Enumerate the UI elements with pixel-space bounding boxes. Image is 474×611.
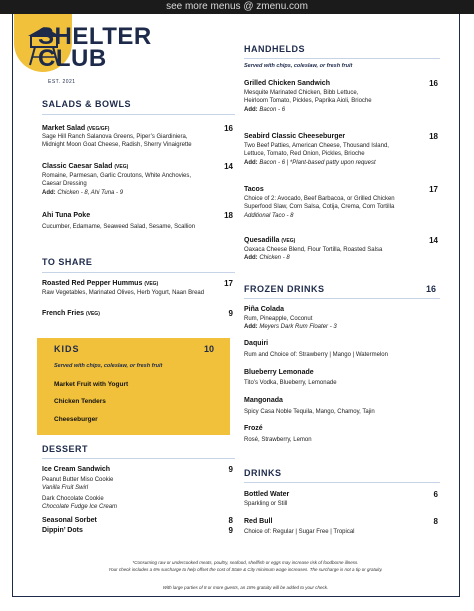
watermark-text: see more menus @ zmenu.com <box>166 1 308 12</box>
kids-heading: KIDS <box>54 344 80 354</box>
menu-item-desc: Chocolate Fudge Ice Cream <box>42 504 118 510</box>
menu-item-desc: Tito’s Vodka, Blueberry, Lemonade <box>244 380 337 386</box>
menu-item-name: Seasonal Sorbet <box>42 517 97 524</box>
salads-heading: SALADS & BOWLS <box>42 99 131 109</box>
est-label: EST. 2021 <box>48 79 76 85</box>
menu-item-name: Red Bull <box>244 518 273 525</box>
menu-item-price: 8 <box>433 517 438 526</box>
menu-item-name: Ahi Tuna Poke <box>42 212 91 219</box>
menu-item-name: Seabird Classic Cheeseburger <box>244 133 346 140</box>
menu-item-desc: Choice of: Regular | Sugar Free | Tropical <box>244 529 355 535</box>
menu-item-price: 9 <box>228 526 233 535</box>
menu-item-price: 14 <box>429 236 438 245</box>
brand-line1: SHELTER <box>38 23 152 50</box>
menu-item-name: Daquiri <box>244 340 269 347</box>
menu-item-desc: Mesquite Marinated Chicken, Bibb Lettuce, Heirloom Tomato, Pickles, Paprika Aioli, Brioche Add: Bacon - 6 <box>244 90 372 113</box>
menu-item-desc: Rosé, Strawberry, Lemon <box>244 437 312 443</box>
menu-item-name: Ice Cream Sandwich <box>42 466 111 473</box>
menu-item-price: 18 <box>224 211 233 220</box>
handhelds-heading: HANDHELDS <box>244 44 306 54</box>
menu-item-name: Blueberry Lemonade <box>244 369 314 376</box>
menu-item-name: Tacos <box>244 186 264 193</box>
menu-item-price: 9 <box>228 309 233 318</box>
menu-item-price: 17 <box>224 279 233 288</box>
handhelds-rule <box>244 58 440 59</box>
share-rule <box>42 272 235 273</box>
menu-item-price: 14 <box>224 162 233 171</box>
menu-item-desc: Romaine, Parmesan, Garlic Croutons, White Anchovies, Caesar Dressing Add: Chicken - 8, Ahi Tuna - 9 <box>42 173 192 196</box>
frozen-price: 16 <box>426 284 437 294</box>
menu-item-name: Mangonada <box>244 397 283 404</box>
menu-item-price: 17 <box>429 185 438 194</box>
menu-item-name: Piña Colada <box>244 306 285 313</box>
kids-price: 10 <box>204 344 215 354</box>
menu-item-name: Dippin’ Dots <box>42 527 83 534</box>
menu-item-desc: Sage Hill Ranch Salanova Greens, Piper’s Giardiniera, Midnight Moon Goat Cheese, Radish, Sherry Vinaigrette <box>42 134 192 149</box>
drinks-rule <box>244 482 440 483</box>
drinks-heading: DRINKS <box>244 468 282 478</box>
menu-item-name: Bottled Water <box>244 491 290 498</box>
kids-subtitle: Served with chips, coleslaw, or fresh fruit <box>54 363 163 369</box>
footer-gratuity: With large parties of 8 or more guests, an 18% gratuity will be added to your check. <box>162 585 329 590</box>
brand-name <box>38 23 152 72</box>
menu-item-desc: Sparkling or Still <box>244 501 288 507</box>
frozen-heading: FROZEN DRINKS <box>244 284 325 294</box>
menu-item-price: 16 <box>224 124 233 133</box>
brand-line2: CLUB <box>38 45 107 72</box>
menu-item-name: Classic Caesar Salad (VEG) <box>42 163 129 170</box>
menu-item-desc: Raw Vegetables, Marinated Olives, Herb Yogurt, Naan Bread <box>42 290 205 296</box>
menu-item-desc: Rum, Pineapple, Coconut Add: Meyers Dark Rum Floater - 3 <box>244 316 337 331</box>
menu-item-price: 9 <box>228 465 233 474</box>
menu-item-price: 18 <box>429 132 438 141</box>
share-heading: TO SHARE <box>42 257 93 267</box>
menu-item-desc: Oaxaca Cheese Blend, Flour Tortilla, Roasted Salsa Add: Chicken - 8 <box>244 247 383 262</box>
kids-item: Cheeseburger <box>54 416 98 423</box>
dessert-rule <box>42 458 235 459</box>
menu-item-desc: Dark Chocolate Cookie <box>42 496 104 502</box>
menu-item-name: Quesadilla (VEG) <box>244 237 296 244</box>
salads-rule <box>42 114 235 115</box>
menu-item-desc: Spicy Casa Noble Tequila, Mango, Chamoy, Tajin <box>244 409 375 415</box>
menu-item-name: Roasted Red Pepper Hummus (VEG) <box>42 280 159 287</box>
menu-item-desc: Vanilla Fruit Swirl <box>42 485 89 491</box>
menu-item-price: 8 <box>228 516 233 525</box>
menu-item-name: Market Salad (VEG/GF) <box>42 125 110 132</box>
menu-item-desc: Two Beef Patties, American Cheese, Thousand Island, Lettuce, Tomato, Red Onion, Pickles, Brioche Add: Bacon - 6 | *Plant-based patty upon request <box>244 143 389 166</box>
kids-item: Chicken Tenders <box>54 398 106 405</box>
kids-item: Market Fruit with Yogurt <box>54 381 129 388</box>
menu-item-desc: Peanut Butter Miso Cookie <box>42 477 114 483</box>
dessert-heading: DESSERT <box>42 444 89 454</box>
footer-note: *Consuming raw or undercooked meats, poultry, seafood, shellfish or eggs may increase risk of foodborne illness. Your check includes a 6% surcharge to help offset the cost of State & City minimum wage increases. The surcharge is not a tip or gratuity. <box>108 560 383 572</box>
menu-item-desc: Choice of 2: Avocado, Beef Barbacoa, or Grilled Chicken Superfood Slaw, Corn Salsa, Cotija, Crema, Corn Tortilla Additional Taco - 8 <box>244 196 395 219</box>
frozen-rule <box>244 298 440 299</box>
menu-item-name: French Fries (VEG) <box>42 310 100 317</box>
menu-item-name: Grilled Chicken Sandwich <box>244 80 330 87</box>
menu-item-desc: Cucumber, Edamame, Seaweed Salad, Sesame, Scallion <box>42 224 196 230</box>
menu-item-price: 6 <box>433 490 438 499</box>
menu-item-name: Frozé <box>244 425 263 432</box>
menu-item-price: 16 <box>429 79 438 88</box>
handhelds-subtitle: Served with chips, coleslaw, or fresh fruit <box>244 63 353 69</box>
menu-item-desc: Rum and Choice of: Strawberry | Mango | Watermelon <box>244 352 388 358</box>
